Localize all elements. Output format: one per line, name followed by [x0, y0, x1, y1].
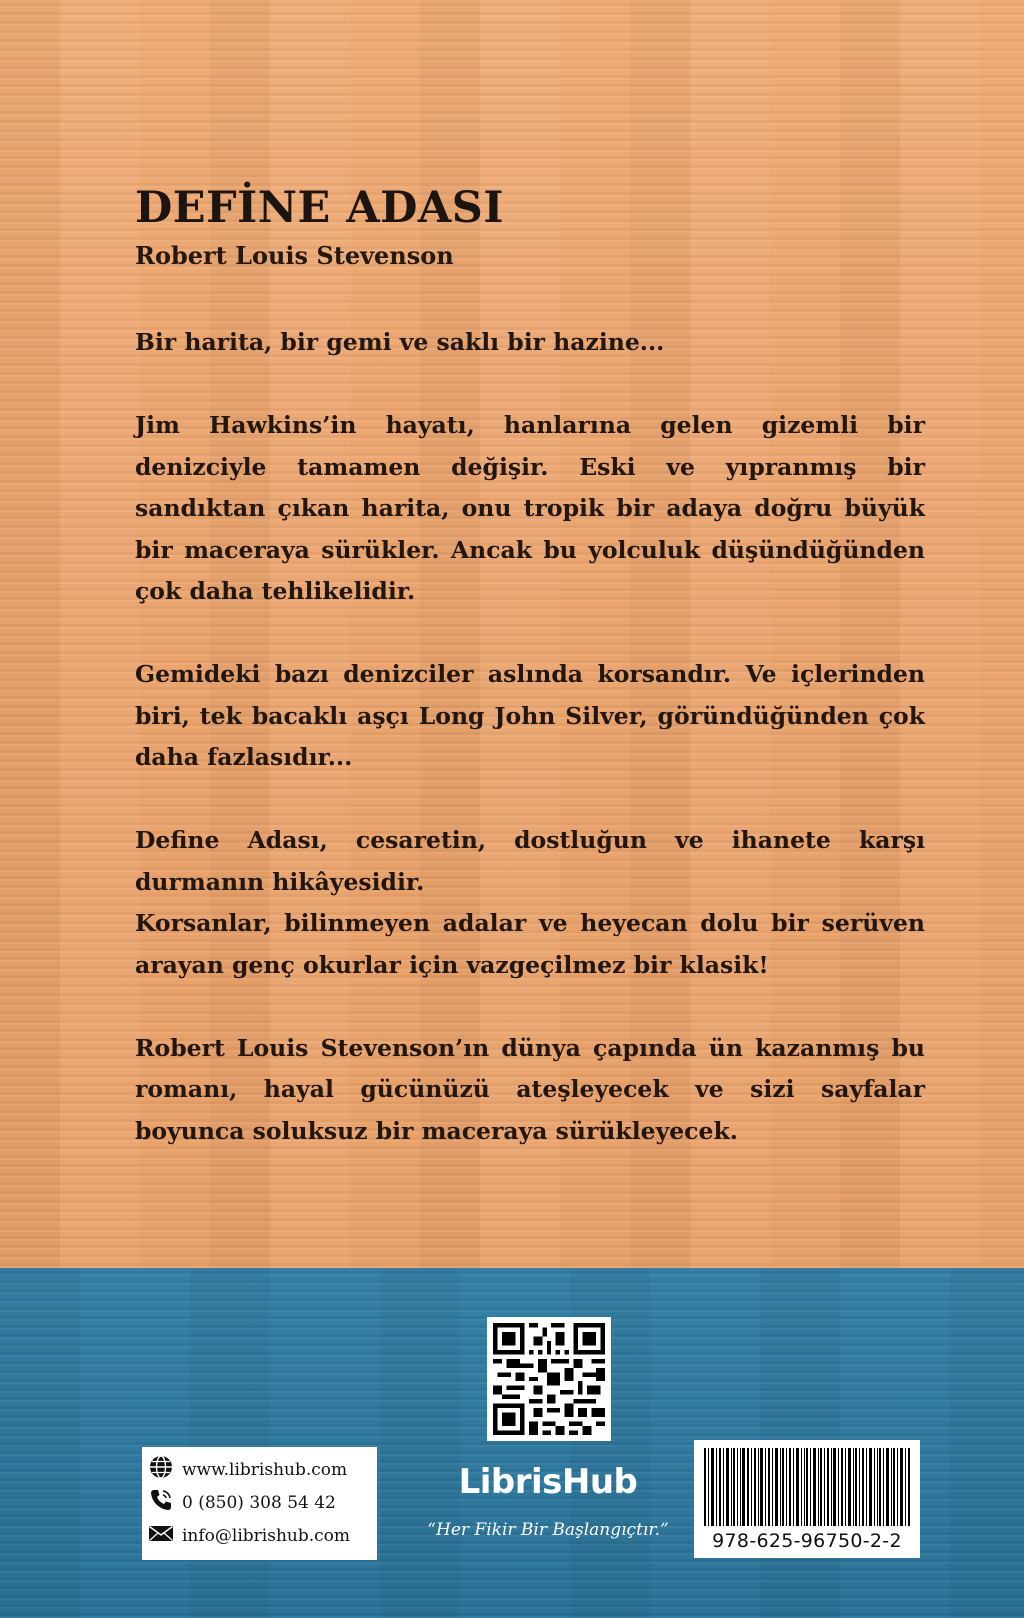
isbn-number: 978-625-96750-2-2: [712, 1530, 902, 1552]
email-link[interactable]: info@librishub.com: [182, 1525, 351, 1546]
envelope-icon: [148, 1520, 182, 1551]
contact-email: [148, 1519, 371, 1552]
globe-icon: [148, 1454, 182, 1485]
blurb-paragraph-4b: Korsanlar, bilinmeyen adalar ve heyecan dolu bir serüven arayan genç okurlar için vazgeçilmez bir klasik!: [135, 909, 925, 979]
isbn-barcode: [694, 1440, 920, 1558]
blurb-paragraph-4a: Define Adası, cesaretin, dostluğun ve ihanete karşı durmanın hikâyesidir.: [135, 826, 925, 896]
barcode-bars: [702, 1448, 912, 1526]
blurb-paragraph-1: Bir harita, bir gemi ve saklı bir hazine...: [135, 328, 665, 356]
publisher-slogan: “Her Fikir Bir Başlangıçtır.”: [427, 1520, 669, 1540]
blurb-paragraph-2: Jim Hawkins’in hayatı, hanlarına gelen gizemli bir denizciyle tamamen değişir. Eski ve yıpranmış bir sandıktan çıkan harita, onu tropik bir adaya doğru büyük bir maceraya sürükler. Ancak bu yolculuk düşündüğünden çok daha tehlikelidir.: [135, 411, 925, 605]
book-author: Robert Louis Stevenson: [135, 241, 454, 270]
contact-website: [148, 1453, 371, 1486]
contact-phone: [148, 1486, 371, 1519]
contact-box: [142, 1447, 377, 1560]
publisher-logo: LibrisHub: [458, 1462, 638, 1502]
blurb-paragraph-5: Robert Louis Stevenson’ın dünya çapında ün kazanmış bu romanı, hayal gücünüzü ateşleyecek ve sizi sayfalar boyunca soluksuz bir maceraya sürükleyecek.: [135, 1033, 925, 1145]
blurb: [135, 322, 925, 1194]
blurb-paragraph-3: Gemideki bazı denizciler aslında korsandır. Ve içlerinden biri, tek bacaklı aşçı Long John Silver, göründüğünden çok daha fazlasıdır...: [135, 660, 925, 771]
phone-icon: [148, 1487, 182, 1518]
website-link[interactable]: www.librishub.com: [182, 1459, 348, 1480]
qr-code: [487, 1317, 611, 1441]
book-title: DEFİNE ADASI: [135, 183, 504, 233]
phone-number: 0 (850) 308 54 42: [182, 1492, 336, 1513]
